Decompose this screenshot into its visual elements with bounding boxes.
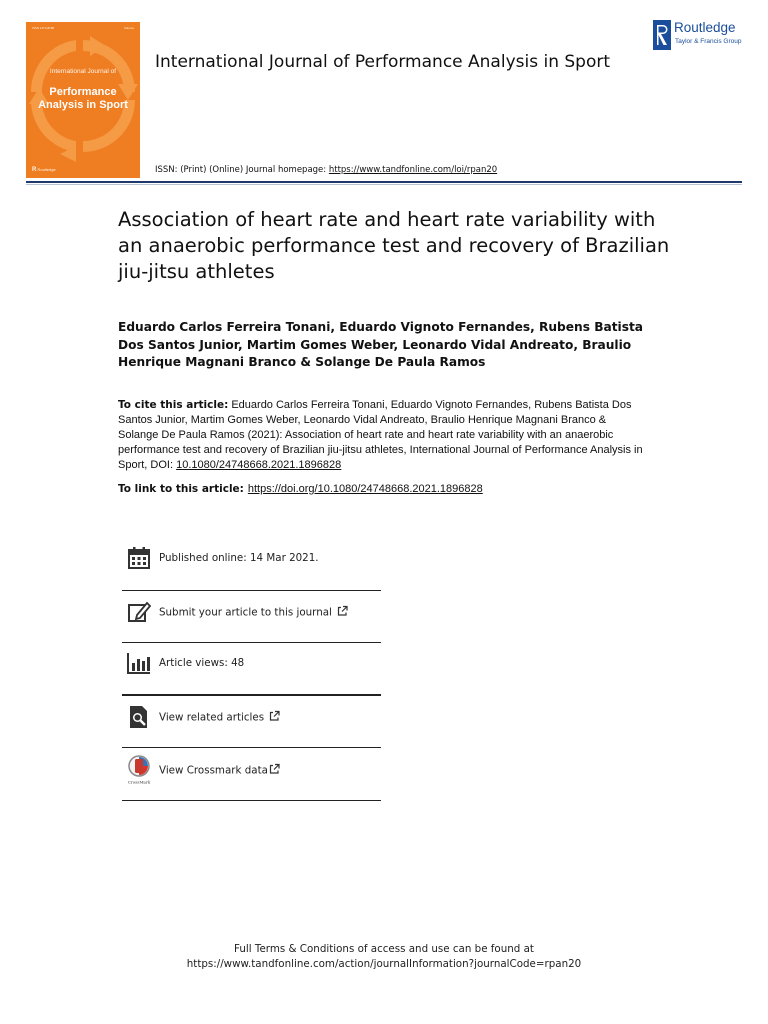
citation-doi-link[interactable]: 10.1080/24748668.2021.1896828 [176, 459, 342, 471]
article-views: Article views: 48 [159, 657, 245, 669]
citation-text: Eduardo Carlos Ferreira Tonani, Eduardo Vignoto Fernandes, Rubens Batista Dos Santos Junior, Martim Gomes Weber, Leonardo Vidal Andreato, Braulio Henrique Magnani Branco & Solange De Paula Ramos (2021): Association of heart rate and heart rate variability with an anaerobic performance test and recovery of Brazilian jiu-jitsu athletes, International Journal of Performance Analysis in Sport, DOI: [118, 399, 643, 471]
article-link-label: To link to this article: [118, 483, 244, 495]
article-link-line [118, 483, 483, 495]
article-authors: Eduardo Carlos Ferreira Tonani, Eduardo Vignoto Fernandes, Rubens Batista Dos Santos Junior, Martim Gomes Weber, Leonardo Vidal Andreato, Braulio Henrique Magnani Branco & Solange De Paula Ramos [118, 320, 644, 369]
submit-article-link[interactable] [159, 606, 348, 619]
external-link-icon [269, 764, 280, 775]
article-views-row [122, 637, 381, 689]
cover-title-main: Performance Analysis in Sport [38, 86, 128, 111]
submit-article-row[interactable] [122, 586, 381, 638]
submit-article-label: Submit your article to this journal [159, 606, 332, 619]
edit-icon [127, 600, 151, 624]
citation-block [118, 398, 648, 473]
crossmark-icon [127, 755, 151, 785]
publisher-name: Routledge [674, 20, 736, 35]
header-divider [26, 181, 742, 183]
crossmark-link[interactable] [159, 764, 280, 777]
published-row [122, 532, 381, 584]
journal-cover [26, 22, 140, 178]
cover-title-top: International Journal of [49, 68, 117, 75]
terms-url[interactable]: https://www.tandfonline.com/action/journalInformation?journalCode=rpan20 [186, 958, 582, 970]
bar-chart-icon [127, 651, 151, 675]
header-divider-thin [26, 184, 742, 185]
search-document-icon [127, 705, 151, 729]
cover-publisher-name: Routledge [37, 167, 56, 172]
routledge-r-icon [653, 20, 671, 50]
article-doi-url[interactable]: https://doi.org/10.1080/24748668.2021.1896828 [247, 483, 483, 495]
external-link-icon [337, 606, 348, 617]
external-link-icon [269, 711, 280, 722]
cover-volume-text: Volume [123, 26, 134, 30]
crossmark-caption: CrossMark [127, 779, 151, 785]
crossmark-row[interactable] [122, 744, 381, 796]
info-divider [122, 800, 381, 801]
related-articles-link[interactable] [159, 711, 280, 724]
cover-issn-text: ISSN 1474-8185 [32, 26, 55, 30]
related-articles-label: View related articles [159, 711, 265, 724]
issn-label: ISSN: (Print) (Online) Journal homepage: [155, 165, 329, 175]
cover-publisher [32, 167, 56, 173]
related-articles-row[interactable] [122, 691, 381, 743]
publisher-subtitle: Taylor & Francis Group [675, 38, 742, 45]
issn-line [155, 165, 497, 175]
crossmark-label: View Crossmark data [159, 764, 268, 777]
terms-footer [0, 942, 768, 972]
published-date: Published online: 14 Mar 2021. [159, 552, 319, 564]
citation-label: To cite this article: [118, 399, 229, 411]
terms-line: Full Terms & Conditions of access and use can be found at [234, 943, 534, 955]
publisher-logo[interactable] [653, 20, 749, 52]
journal-homepage-link[interactable]: https://www.tandfonline.com/loi/rpan20 [328, 165, 498, 175]
journal-title: International Journal of Performance Analysis in Sport [155, 52, 611, 72]
calendar-icon [127, 546, 151, 570]
cover-r-icon: R [32, 167, 37, 173]
article-title: Association of heart rate and heart rate variability with an anaerobic performance test and recovery of Brazilian jiu-jitsu athletes [118, 208, 670, 283]
